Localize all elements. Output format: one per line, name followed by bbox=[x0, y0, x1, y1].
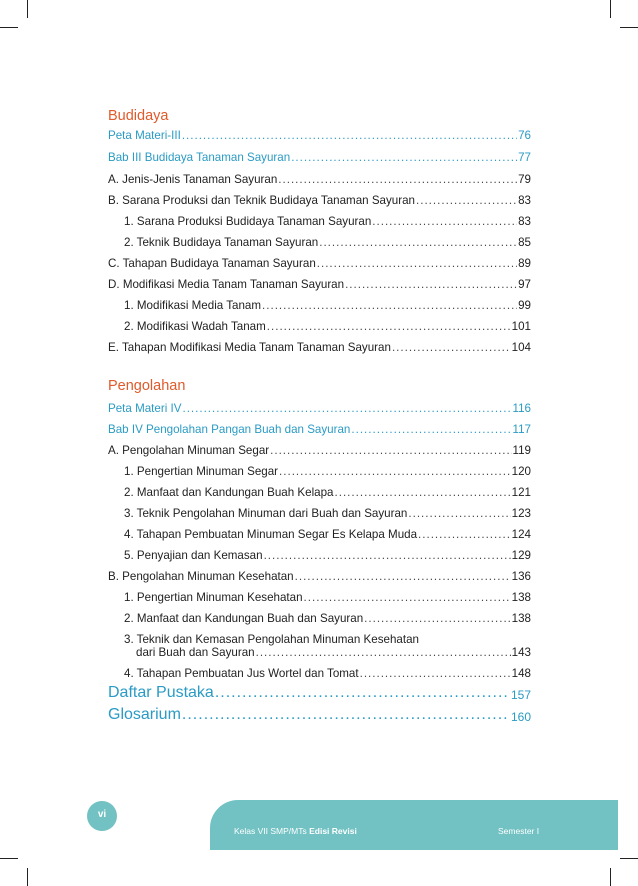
toc-entry-page: 89 bbox=[518, 257, 531, 270]
toc-entry[interactable] bbox=[124, 507, 531, 520]
crop-mark bbox=[0, 27, 18, 28]
crop-mark bbox=[620, 858, 638, 859]
crop-mark bbox=[610, 0, 611, 18]
crop-mark bbox=[610, 868, 611, 886]
toc-entry-page: 83 bbox=[518, 215, 531, 228]
toc-entry-page: 136 bbox=[511, 570, 531, 583]
toc-entry-label: C. Tahapan Budidaya Tanaman Sayuran bbox=[108, 257, 316, 270]
toc-entry-label: 4. Tahapan Pembuatan Jus Wortel dan Tomat bbox=[124, 667, 359, 680]
toc-entry[interactable] bbox=[108, 278, 531, 291]
toc-entry[interactable] bbox=[124, 320, 531, 333]
toc-entry-label: A. Pengolahan Minuman Segar bbox=[108, 444, 270, 457]
toc-entry[interactable] bbox=[124, 667, 531, 680]
toc-entry-label: 2. Teknik Budidaya Tanaman Sayuran bbox=[124, 236, 319, 249]
toc-entry-page: 160 bbox=[510, 710, 531, 724]
section-title-budidaya: Budidaya bbox=[108, 108, 169, 124]
toc-entry-page: 138 bbox=[511, 612, 531, 625]
toc-entry[interactable] bbox=[124, 215, 531, 228]
toc-entry-page: 104 bbox=[511, 341, 531, 354]
toc-entry-page: 79 bbox=[518, 173, 531, 186]
toc-entry-label: 1. Sarana Produksi Budidaya Tanaman Sayuran bbox=[124, 215, 372, 228]
toc-entry-page: 85 bbox=[518, 236, 531, 249]
toc-entry-page: 119 bbox=[512, 444, 531, 457]
toc-entry[interactable] bbox=[124, 465, 531, 478]
footer-book-prefix: Kelas VII SMP/MTs bbox=[234, 826, 310, 836]
footer-book-edition: Edisi Revisi bbox=[309, 826, 357, 836]
toc-entry-page: 116 bbox=[512, 402, 531, 415]
toc-entry-label: 2. Manfaat dan Kandungan Buah dan Sayuran bbox=[124, 612, 364, 625]
toc-entry-label[interactable]: 3. Teknik dan Kemasan Pengolahan Minuman Kesehatan bbox=[124, 633, 419, 646]
toc-entry-page: 124 bbox=[511, 528, 531, 541]
toc-entry-page: 121 bbox=[511, 486, 531, 499]
toc-entry[interactable] bbox=[108, 257, 531, 270]
toc-entry[interactable] bbox=[108, 570, 531, 583]
toc-entry-label: E. Tahapan Modifikasi Media Tanam Tanaman Sayuran bbox=[108, 341, 391, 354]
toc-entry-label: 2. Modifikasi Wadah Tanam bbox=[124, 320, 266, 333]
toc-entry-label: 2. Manfaat dan Kandungan Buah Kelapa bbox=[124, 486, 334, 499]
toc-entry[interactable] bbox=[124, 591, 531, 604]
toc-entry-label: 4. Tahapan Pembuatan Minuman Segar Es Kelapa Muda bbox=[124, 528, 418, 541]
toc-entry-page: 138 bbox=[511, 591, 531, 604]
toc-entry[interactable] bbox=[124, 486, 531, 499]
toc-entry-page: 77 bbox=[518, 151, 531, 164]
toc-entry-glosarium[interactable] bbox=[108, 706, 531, 724]
toc-entry-page: 157 bbox=[510, 688, 531, 702]
toc-entry-label: B. Pengolahan Minuman Kesehatan bbox=[108, 570, 294, 583]
toc-entry-page: 143 bbox=[511, 646, 531, 659]
page-number-badge: vi bbox=[87, 801, 117, 831]
toc-entry[interactable] bbox=[108, 341, 531, 354]
toc-entry-label: A. Jenis-Jenis Tanaman Sayuran bbox=[108, 173, 278, 186]
toc-entry-page: 148 bbox=[511, 667, 531, 680]
toc-entry[interactable] bbox=[124, 236, 531, 249]
crop-mark bbox=[0, 858, 18, 859]
toc-entry-page: 97 bbox=[518, 278, 531, 291]
footer-semester: Semester I bbox=[498, 826, 540, 836]
crop-mark bbox=[27, 0, 28, 18]
toc-entry[interactable] bbox=[108, 194, 531, 207]
toc-entry-label: 1. Modifikasi Media Tanam bbox=[124, 299, 262, 312]
crop-mark bbox=[27, 868, 28, 886]
toc-entry[interactable] bbox=[108, 173, 531, 186]
toc-entry-label: 5. Penyajian dan Kemasan bbox=[124, 549, 263, 562]
toc-entry-label: Bab IV Pengolahan Pangan Buah dan Sayuran bbox=[108, 423, 351, 436]
toc-entry[interactable] bbox=[124, 528, 531, 541]
toc-entry[interactable] bbox=[124, 549, 531, 562]
toc-entry-page: 99 bbox=[518, 299, 531, 312]
toc-entry[interactable] bbox=[124, 612, 531, 625]
toc-entry-label-continued: dari Buah dan Sayuran bbox=[136, 646, 255, 659]
toc-entry-page: 101 bbox=[511, 320, 531, 333]
toc-entry-label: 3. Teknik Pengolahan Minuman dari Buah dan Sayuran bbox=[124, 507, 408, 520]
toc-entry-label: Daftar Pustaka bbox=[108, 684, 214, 701]
toc-entry-label: 1. Pengertian Minuman Segar bbox=[124, 465, 279, 478]
toc-entry-page: 129 bbox=[511, 549, 531, 562]
footer-band bbox=[210, 800, 618, 850]
toc-entry-label: Peta Materi-III bbox=[108, 129, 181, 142]
toc-entry[interactable] bbox=[108, 423, 531, 436]
toc-entry-page: 123 bbox=[511, 507, 531, 520]
toc-entry[interactable] bbox=[108, 151, 531, 164]
toc-entry-label: 1. Pengertian Minuman Kesehatan bbox=[124, 591, 303, 604]
toc-entry-label: D. Modifikasi Media Tanam Tanaman Sayuran bbox=[108, 278, 345, 291]
toc-entry-page: 76 bbox=[518, 129, 531, 142]
toc-entry[interactable] bbox=[108, 129, 531, 142]
toc-entry[interactable] bbox=[108, 402, 531, 415]
toc-entry-daftar-pustaka[interactable] bbox=[108, 684, 531, 702]
toc-entry[interactable] bbox=[124, 299, 531, 312]
crop-mark bbox=[620, 27, 638, 28]
toc-entry-label: B. Sarana Produksi dan Teknik Budidaya Tanaman Sayuran bbox=[108, 194, 416, 207]
toc-entry[interactable] bbox=[108, 444, 531, 457]
section-title-pengolahan: Pengolahan bbox=[108, 378, 186, 394]
toc-entry-page: 83 bbox=[518, 194, 531, 207]
toc-entry-label: Peta Materi IV bbox=[108, 402, 182, 415]
toc-entry-page: 117 bbox=[512, 423, 531, 436]
toc-entry-label: Glosarium bbox=[108, 706, 181, 723]
toc-entry-page: 120 bbox=[511, 465, 531, 478]
toc-entry-label: Bab III Budidaya Tanaman Sayuran bbox=[108, 151, 291, 164]
footer-book-title bbox=[234, 826, 357, 836]
toc-entry[interactable] bbox=[136, 646, 531, 659]
